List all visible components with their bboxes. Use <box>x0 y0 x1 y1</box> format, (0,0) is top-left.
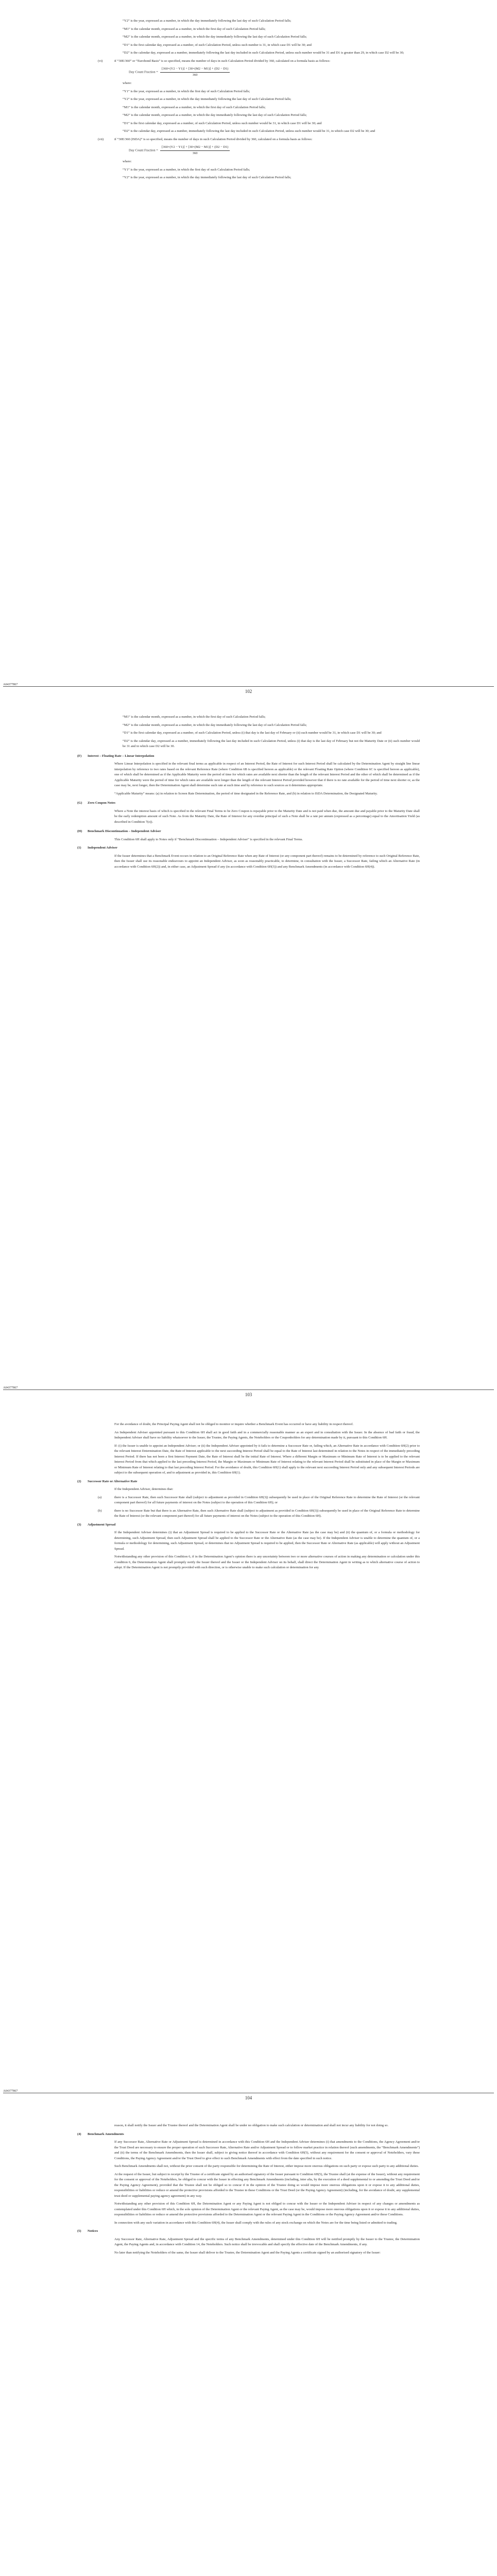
document-id: A04377867 <box>3 2090 18 2093</box>
paragraph: “M1” is the calendar month, expressed as a number, in which the first day of such Calculation Period falls; <box>123 105 266 109</box>
enumerated-clause <box>77 1495 420 1506</box>
clause-number: (4) <box>77 2132 81 2136</box>
page-body <box>77 1422 420 1573</box>
formula-label: Day Count Fraction = <box>129 148 158 152</box>
page-footer <box>3 1386 494 1397</box>
page-body <box>77 715 420 872</box>
paragraph: “D1” is the first calendar day, expressed as a number, of such Calculation Period, unless such number is 31, in which case D1 will be 30; and <box>123 43 312 47</box>
enumerated-clause <box>77 1509 420 1519</box>
clause-text: Notices <box>88 2229 98 2233</box>
paragraph: For the avoidance of doubt, the Principal Paying Agent shall not be obliged to monitor or inquire whether a Benchmark Event has occurred or have any liability in respect thereof. <box>114 1422 354 1426</box>
paragraph: If: (i) the Issuer is unable to appoint an Independent Adviser; or (ii) the Independent Adviser appointed by it fails to determine a Successor Rate or, failing which, an Alternative Rate in accordance with Condition 6H(2) prior to the relevant Interest Determination Date, the Rate of Interest applicable to the next succeeding Interest Period shall be equal to the Rate of Interest last determined in relation to the Notes in respect of the immediately preceding Interest Period. If there has not been a first Interest Payment Date, the Rate of Interest shall be the initial Rate of Interest. Where a different Margin or Maximum or Minimum Rate of Interest is to be applied to the relevant Interest Period from that which applied to the last preceding Interest Period, the Margin or Maximum or Minimum Rate of Interest relating to the relevant Interest Period shall be substituted in place of the Margin or Maximum or Minimum Rate of Interest relating to that last preceding Interest Period. For the avoidance of doubt, this Condition 6H(1) shall apply to the relevant next succeeding Interest Period only and any subsequent Interest Periods are subject to the subsequent operation of, and to adjustment as provided in, this Condition 6H(1). <box>114 1444 420 1475</box>
paragraph: Any Successor Rate, Alternative Rate, Adjustment Spread and the specific terms of any Benchmark Amendments, determined under this Condition 6H will be notified promptly by the Issuer to the Trustee, the Determination Agent, the Paying Agents and, in accordance with Condition 14, the Noteholders. Such notice shall be irrevocable and shall specify the effective date of the Benchmark Amendments, if any. <box>114 2237 420 2246</box>
clause-text: Successor Rate or Alternative Rate <box>88 1479 138 1483</box>
clause-text: Adjustment Spread <box>88 1522 116 1527</box>
day-count-formula <box>77 66 420 78</box>
paragraph: “Y1” is the year, expressed as a number, in which the first day of such Calculation Period falls; <box>123 167 250 172</box>
paragraph: Such Benchmark Amendments shall not, without the prior consent of the party responsible for determining the Rate of Interest, either impose more onerous obligations on such party or expose such party to any additional duties. <box>114 2164 419 2168</box>
paragraph: If the Independent Adviser determines (i) that an Adjustment Spread is required to be applied to the Successor Rate or the Alternative Rate (as the case may be) and (ii) the quantum of, or a formula or methodology for determining, such Adjustment Spread, then such Adjustment Spread shall be applied to the Successor Rate or the Alternative Rate (as the case may be). If the Independent Adviser is unable to determine the quantum of, or a formula or methodology for determining, such Adjustment Spread, or determines that no Adjustment Spread is required to be applied, then the Successor Rate or Alternative Rate (as applicable) will apply without an Adjustment Spread. <box>114 1531 420 1551</box>
paragraph: Notwithstanding any other provision of this Condition 6H, the Determination Agent or any Paying Agent is not obliged to concur with the Issuer or the Independent Adviser in respect of any changes or amendments as contemplated under this Condition 6H which, in the sole opinion of the Determination Agent or the relevant Paying Agent, as the case may be, would impose more onerous obligations upon it or expose it to any additional duties, responsibilities or liabilities or reduce or amend the protective provisions afforded to the Determination Agent or the relevant Paying Agent in the Conditions or the Paying Agency Agreement and/or these Conditions. <box>114 2202 420 2216</box>
paragraph: “D1” is the first calendar day, expressed as a number, of such Calculation Period, unless (i) that day is the last day of February or (ii) such number would be 31, in which case D1 will be 30; and <box>123 731 382 735</box>
clause-number: (3) <box>77 1522 81 1527</box>
document-page <box>0 0 497 703</box>
clause-number: (a) <box>98 1495 102 1499</box>
page-footer <box>3 683 494 694</box>
clause-text: there is no Successor Rate but that there is an Alternative Rate, then such Alternative Rate shall (subject to adjustment as provided in Condition 6H(3)) subsequently be used in place of the Original Reference Rate to determine the Rate of Interest (or the relevant component part thereof) for all future payments of interest on the Notes (subject to the operation of this Condition 6H). <box>114 1509 420 1518</box>
paragraph: Notwithstanding any other provision of this Condition 6, if in the Determination Agent’s opinion there is any uncertainty between two or more alternative courses of action in making any determination or calculation under this Condition 6, the Determination Agent shall promptly notify the Issuer thereof and the Issuer or the Independent Adviser on its behalf, shall direct the Determination Agent in writing as to which alternative course of action to adopt. If the Determination Agent is not promptly provided with such direction, or is otherwise unable to make such calculation or determination for any <box>114 1555 420 1569</box>
paragraph: “Y2” is the year, expressed as a number, in which the day immediately following the last day of such Calculation Period falls; <box>123 176 292 179</box>
clause-text: Zero Coupon Notes <box>88 801 116 805</box>
day-count-formula <box>77 145 420 156</box>
footer-rule <box>3 1389 494 1390</box>
subsection-heading <box>77 1522 420 1528</box>
paragraph: At the request of the Issuer, but subject to receipt by the Trustee of a certificate signed by an authorised signatory of the Issuer pursuant to Condition 6H(5), the Trustee shall (at the expense of the Issuer), without any requirement for the consent or approval of the Noteholders, be obliged to concur with the Issuer in effecting any Benchmark Amendments (including, inter alia, by the execution of a deed supplemental to or amending the Trust Deed and/or the Paying Agency Agreement), provided that the Trustee shall not be obliged so to concur if in the opinion of the Trustee doing so would impose more onerous obligations upon it or expose it to any additional duties, responsibilities or liabilities or reduce or amend the protective provisions afforded to the Trustee in these Conditions or the Trust Deed (or the Paying Agency Agreement) (including, for the avoidance of doubt, any supplemental trust deed or supplemental paying agency agreement) in any way. <box>114 2172 420 2198</box>
subsection-heading <box>77 1479 420 1485</box>
clause-number: (1) <box>77 846 81 850</box>
paragraph: Where a Note the interest basis of which is specified in the relevant Final Terms to be Zero Coupon is repayable prior to the Maturity Date and is not paid when due, the amount due and payable prior to the Maturity Date shall be the early redemption amount of such Note. As from the Maturity Date, the Rate of Interest for any overdue principal of such a Note shall be a rate per annum (expressed as a percentage) equal to the Amortisation Yield (as described in Condition 7(e)). <box>114 809 420 824</box>
document-page <box>0 703 497 1406</box>
document-page <box>0 2110 497 2576</box>
formula-numerator: [360×(Y2 − Y1)] + [30×(M2 − M1)] + (D2 − D1) <box>160 66 230 73</box>
clause-number: (H) <box>77 829 82 833</box>
subsection-heading <box>77 845 420 851</box>
formula-label: Day Count Fraction = <box>129 70 158 74</box>
clause-text: Benchmark Amendments <box>88 2132 124 2136</box>
formula-numerator: [360×(Y2 − Y1)] + [30×(M2 − M1)] + (D2 − D1) <box>160 145 230 151</box>
page-number: 102 <box>245 689 252 694</box>
clause-text: there is a Successor Rate, then such Successor Rate shall (subject to adjustment as provided in Condition 6H(3)) subsequently be used in place of the Original Reference Rate to determine the Rate of Interest (or the relevant component part thereof) for all future payments of interest on the Notes (subject to the operation of this Condition 6H); or <box>114 1495 420 1504</box>
clause-number: (5) <box>77 2229 81 2233</box>
paragraph: “M2” is the calendar month, expressed as a number, in which the day immediately following the last day of such Calculation Period falls; <box>123 35 307 39</box>
paragraph: “D2” is the calendar day, expressed as a number, immediately following the last day included in such Calculation Period, unless such number would be 31 and D1 is greater than 29, in which case D2 will be 30; <box>123 51 404 55</box>
clause-text: Benchmark Discontinuation – Independent Adviser <box>88 829 161 833</box>
formula-denominator: 360 <box>192 73 198 77</box>
paragraph: An Independent Adviser appointed pursuant to this Condition 6H shall act in good faith and in a commercially reasonable manner as an expert and in consultation with the Issuer. In the absence of bad faith or fraud, the Independent Adviser shall have no liability whatsoever to the Issuer, the Trustee, the Paying Agents, the Noteholders or the Couponholders for any determination made by it, pursuant to this Condition 6H. <box>114 1430 420 1439</box>
clause-text: Independent Adviser <box>88 846 117 850</box>
paragraph: Where Linear Interpolation is specified in the relevant final terms as applicable in respect of an Interest Period, the Rate of Interest for such Interest Period shall be calculated by the Determination Agent by straight line linear interpolation by reference to two rates based on the relevant Reference Rate (where Condition 6B is specified hereon as applicable) or the relevant Floating Rate Option (where Condition 6C is specified hereon as applicable), one of which shall be determined as if the Applicable Maturity were the period of time for which rates are available next shorter than the length of the relevant Interest Period and the other of which shall be determined as if the Applicable Maturity were the period of time for which rates are available next longer than the length of the relevant Interest Period provided however that if there is no rate available for the period of time next shorter or, as the case may be, next longer, then the Determination Agent shall determine such rate at such time and by reference to such sources as it determines appropriate. <box>114 762 420 787</box>
paragraph: “D2” is the calendar day, expressed as a number, immediately following the last day included in such Calculation Period, unless (i) that day is the last day of February but not the Maturity Date or (ii) such number would be 31 and in which case D2 will be 30. <box>123 739 420 748</box>
paragraph: This Condition 6H shall apply to Notes only if “Benchmark Discontinuation – Independent Adviser” is specified in the relevant Final Terms. <box>114 837 303 841</box>
paragraph: “M1” is the calendar month, expressed as a number, in which the first day of such Calculation Period falls; <box>123 715 266 719</box>
footer-rule <box>3 686 494 687</box>
section-heading <box>77 754 420 759</box>
page-body <box>77 19 420 183</box>
document-id: A04377867 <box>3 683 18 686</box>
formula-fraction <box>160 66 230 78</box>
page-body <box>77 2123 420 2258</box>
clause-text: if “30E/360 (ISDA)” is so specified, means the number of days in such Calculation Period divided by 360, calculated on a formula basis as follows: <box>114 137 313 141</box>
clause-number: (b) <box>98 1509 102 1513</box>
paragraph: where: <box>123 160 132 163</box>
page-number: 104 <box>245 2095 252 2100</box>
formula-denominator: 360 <box>192 151 198 155</box>
paragraph: “Applicable Maturity” means: (a) in relation to Screen Rate Determination, the period of time designated in the Reference Rate, and (b) in relation to ISDA Determination, the Designated Maturity. <box>114 791 378 795</box>
enumerated-clause <box>77 59 420 64</box>
document-page <box>0 1406 497 2110</box>
clause-number: (vi) <box>98 59 103 63</box>
paragraph: If the Issuer determines that a Benchmark Event occurs in relation to an Original Reference Rate when any Rate of Interest (or any component part thereof) remains to be determined by reference to such Original Reference Rate, then the Issuer shall use its reasonable endeavours to appoint an Independent Adviser, as soon as reasonably practicable, to determine, in consultation with the Issuer, a Successor Rate, failing which an Alternative Rate (in accordance with Condition 6H(2)) and, in either case, an Adjustment Spread if any (in accordance with Condition 6H(3)) and any Benchmark Amendments (in accordance with Condition 6H(4)). <box>114 854 420 869</box>
paragraph: “M2” is the calendar month, expressed as a number, in which the day immediately following the last day of such Calculation Period falls; <box>123 113 307 117</box>
paragraph: “D2” is the calendar day, expressed as a number, immediately following the last day included in such Calculation Period, unless such number would be 31, in which case D2 will be 30; and <box>123 129 375 133</box>
document-id: A04377867 <box>3 1386 18 1389</box>
clause-text: if “30E/360” or “Eurobond Basis” is so specified, means the number of days in such Calculation Period divided by 360, calculated on a formula basis as follows: <box>114 59 331 63</box>
enumerated-clause <box>77 137 420 143</box>
paragraph: reason, it shall notify the Issuer and the Trustee thereof and the Determination Agent shall be under no obligation to make such calculation or determination and shall not incur any liability for not doing so. <box>114 2124 389 2127</box>
page-footer <box>3 2090 494 2100</box>
clause-text: Interest – Floating Rate – Linear Interpolation <box>88 754 155 758</box>
clause-number: (F) <box>77 754 82 758</box>
paragraph: If any Successor Rate, Alternative Rate or Adjustment Spread is determined in accordance with this Condition 6H and the Independent Adviser determines (i) that amendments to the Conditions, the Agency Agreement and/or the Trust Deed are necessary to ensure the proper operation of such Successor Rate, Alternative Rate and/or Adjustment Spread or to follow market practice in relation thereof (such amendments, the “Benchmark Amendments”) and (ii) the terms of the Benchmark Amendments, then the Issuer shall, subject to giving notice thereof in accordance with Condition 6H(5), without any requirement for the consent or approval of Noteholders, vary these Conditions, the Paying Agency Agreement and/or the Trust Deed to give effect to such Benchmark Amendments with effect from the date specified in such notice. <box>114 2140 420 2160</box>
paragraph: “M2” is the calendar month, expressed as a number, in which the day immediately following the last day of such Calculation Period falls; <box>123 723 307 727</box>
subsection-heading <box>77 2229 420 2234</box>
paragraph: No later than notifying the Noteholders of the same, the Issuer shall deliver to the Trustee, the Determination Agent and the Paying Agents a certificate signed by an authorised signatory of the Issuer: <box>114 2250 381 2255</box>
paragraph: If the Independent Adviser, determines that: <box>114 1487 174 1491</box>
paragraph: In connection with any such variation in accordance with this Condition 6H(4), the Issuer shall comply with the rules of any stock exchange on which the Notes are for the time being listed or admitted to trading. <box>114 2221 398 2225</box>
paragraph: where: <box>123 81 132 85</box>
paragraph: “Y1” is the year, expressed as a number, in which the first day of such Calculation Period falls; <box>123 89 250 93</box>
paragraph: “M1” is the calendar month, expressed as a number, in which the first day of such Calculation Period falls; <box>123 27 266 31</box>
clause-number: (G) <box>77 801 82 805</box>
paragraph: “Y2” is the year, expressed as a number, in which the day immediately following the last day of such Calculation Period falls; <box>123 97 292 101</box>
section-heading <box>77 801 420 806</box>
subsection-heading <box>77 2132 420 2138</box>
paragraph: “D1” is the first calendar day, expressed as a number, of such Calculation Period, unless such number would be 31, in which case D1 will be 30; and <box>123 121 322 125</box>
formula-fraction <box>160 145 230 156</box>
section-heading <box>77 829 420 835</box>
clause-number: (2) <box>77 1479 81 1483</box>
page-number: 103 <box>245 1392 252 1397</box>
paragraph: “Y2” is the year, expressed as a number, in which the day immediately following the last day of such Calculation Period falls; <box>123 19 292 23</box>
clause-number: (vii) <box>98 137 104 141</box>
